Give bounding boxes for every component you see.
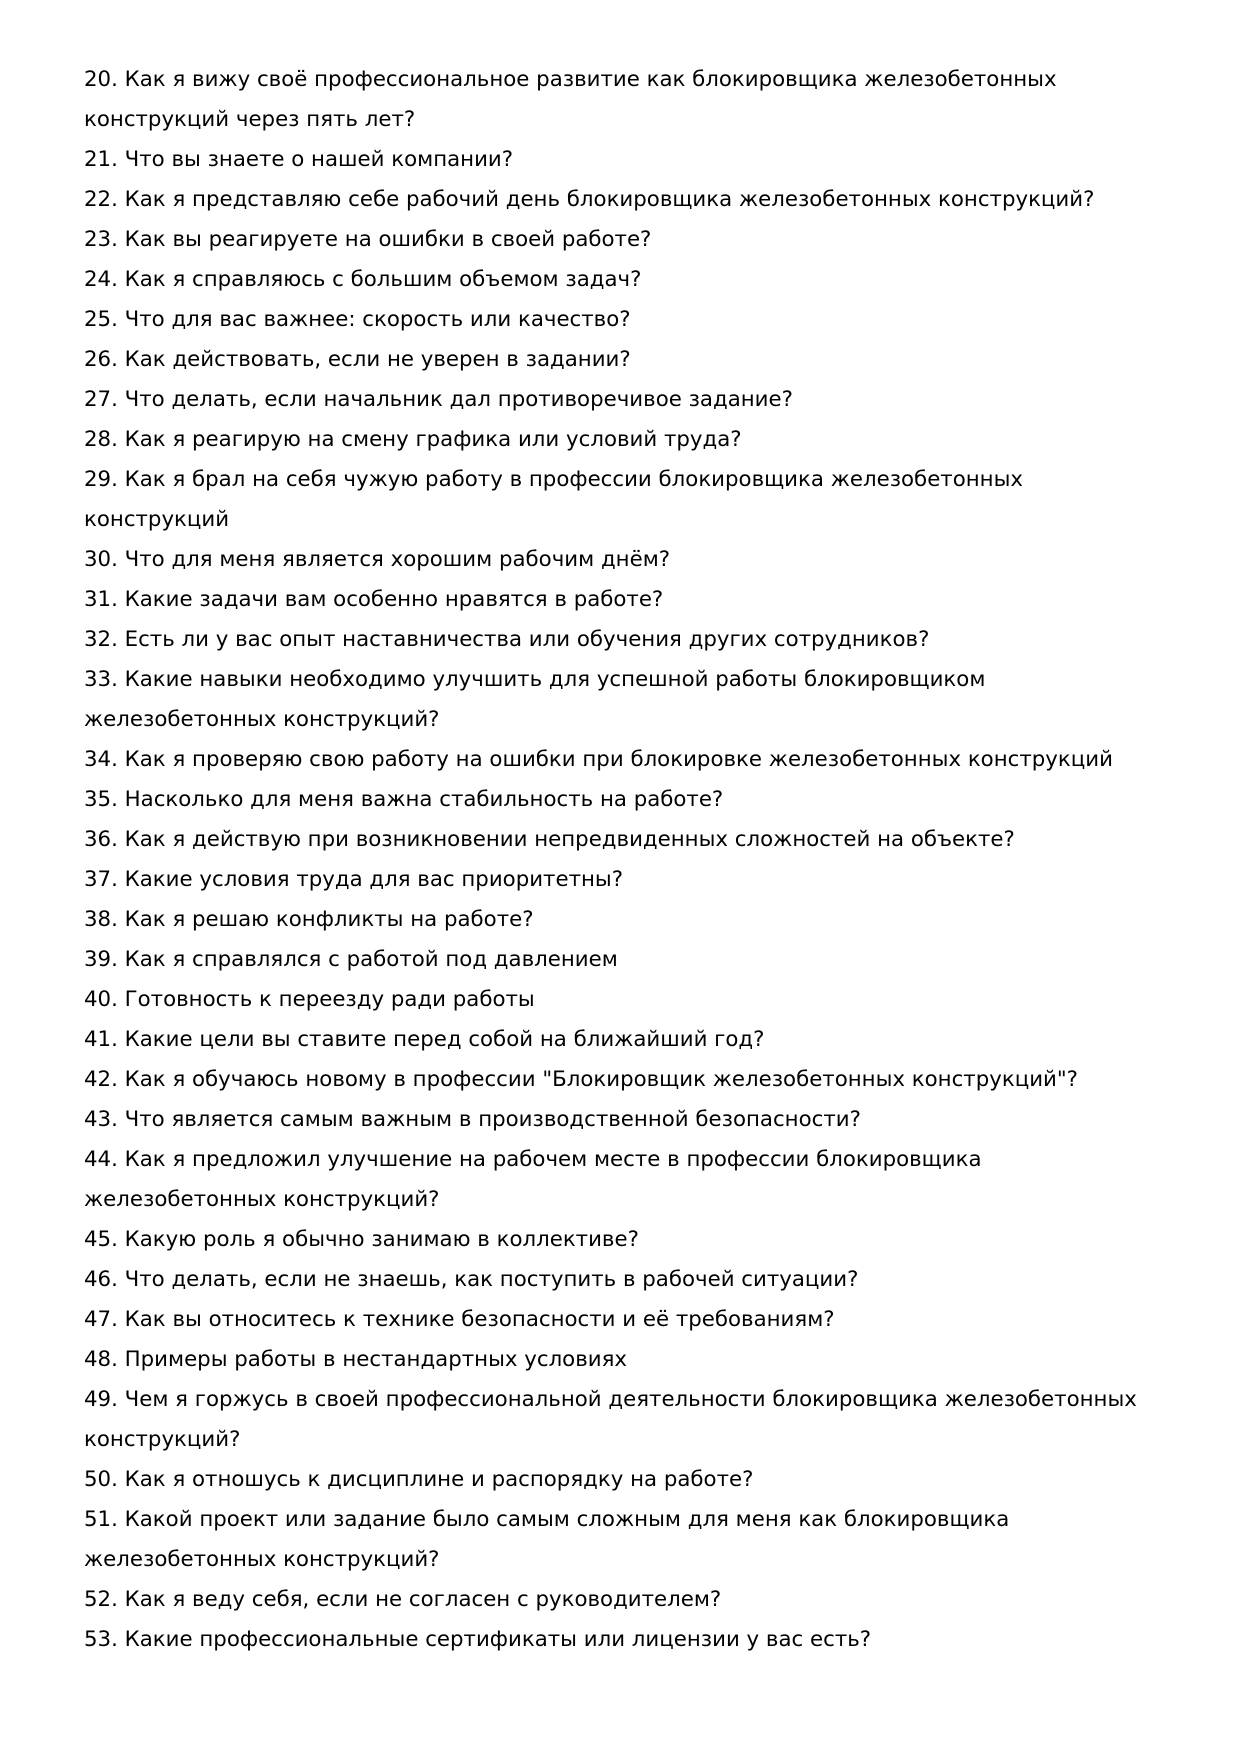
question-item: 29. Как я брал на себя чужую работу в профессии блокировщика железобетонных конструкций: [84, 467, 1023, 532]
document-page: [84, 60, 1164, 1660]
question-item: 21. Что вы знаете о нашей компании?: [84, 147, 514, 172]
question-item: 48. Примеры работы в нестандартных условиях: [84, 1347, 628, 1372]
question-item: 22. Как я представляю себе рабочий день блокировщика железобетонных конструкций?: [84, 187, 1095, 212]
question-item: 20. Как я вижу своё профессиональное развитие как блокировщика железобетонных конструкций через пять лет?: [84, 67, 1057, 132]
question-item: 52. Как я веду себя, если не согласен с руководителем?: [84, 1587, 722, 1612]
question-item: 35. Насколько для меня важна стабильность на работе?: [84, 787, 724, 812]
question-item: 30. Что для меня является хорошим рабочим днём?: [84, 547, 671, 572]
question-item: 28. Как я реагирую на смену графика или условий труда?: [84, 427, 742, 452]
question-item: 23. Как вы реагируете на ошибки в своей работе?: [84, 227, 652, 252]
question-item: 42. Как я обучаюсь новому в профессии "Блокировщик железобетонных конструкций"?: [84, 1067, 1078, 1092]
question-item: 31. Какие задачи вам особенно нравятся в работе?: [84, 587, 664, 612]
question-item: 39. Как я справлялся с работой под давлением: [84, 947, 618, 972]
question-item: 36. Как я действую при возникновении непредвиденных сложностей на объекте?: [84, 827, 1015, 852]
question-item: 32. Есть ли у вас опыт наставничества или обучения других сотрудников?: [84, 627, 930, 652]
question-item: 50. Как я отношусь к дисциплине и распорядку на работе?: [84, 1467, 754, 1492]
question-item: 49. Чем я горжусь в своей профессиональной деятельности блокировщика железобетонных конструкций?: [84, 1387, 1137, 1452]
question-item: 34. Как я проверяю свою работу на ошибки при блокировке железобетонных конструкций: [84, 747, 1113, 772]
question-item: 26. Как действовать, если не уверен в задании?: [84, 347, 631, 372]
question-item: 27. Что делать, если начальник дал противоречивое задание?: [84, 387, 793, 412]
question-item: 25. Что для вас важнее: скорость или качество?: [84, 307, 631, 332]
question-item: 41. Какие цели вы ставите перед собой на ближайший год?: [84, 1027, 765, 1052]
question-item: 37. Какие условия труда для вас приоритетны?: [84, 867, 624, 892]
question-item: 51. Какой проект или задание было самым сложным для меня как блокировщика железобетонных конструкций?: [84, 1507, 1010, 1572]
question-item: 44. Как я предложил улучшение на рабочем месте в профессии блокировщика железобетонных конструкций?: [84, 1147, 982, 1212]
question-item: 47. Как вы относитесь к технике безопасности и её требованиям?: [84, 1307, 835, 1332]
question-item: 53. Какие профессиональные сертификаты или лицензии у вас есть?: [84, 1627, 872, 1652]
question-list: [84, 60, 1164, 1660]
question-item: 43. Что является самым важным в производственной безопасности?: [84, 1107, 861, 1132]
question-item: 46. Что делать, если не знаешь, как поступить в рабочей ситуации?: [84, 1267, 859, 1292]
question-item: 33. Какие навыки необходимо улучшить для успешной работы блокировщиком железобетонных конструкций?: [84, 667, 986, 732]
question-item: 40. Готовность к переезду ради работы: [84, 987, 535, 1012]
question-item: 45. Какую роль я обычно занимаю в коллективе?: [84, 1227, 639, 1252]
question-item: 38. Как я решаю конфликты на работе?: [84, 907, 534, 932]
question-item: 24. Как я справляюсь с большим объемом задач?: [84, 267, 642, 292]
